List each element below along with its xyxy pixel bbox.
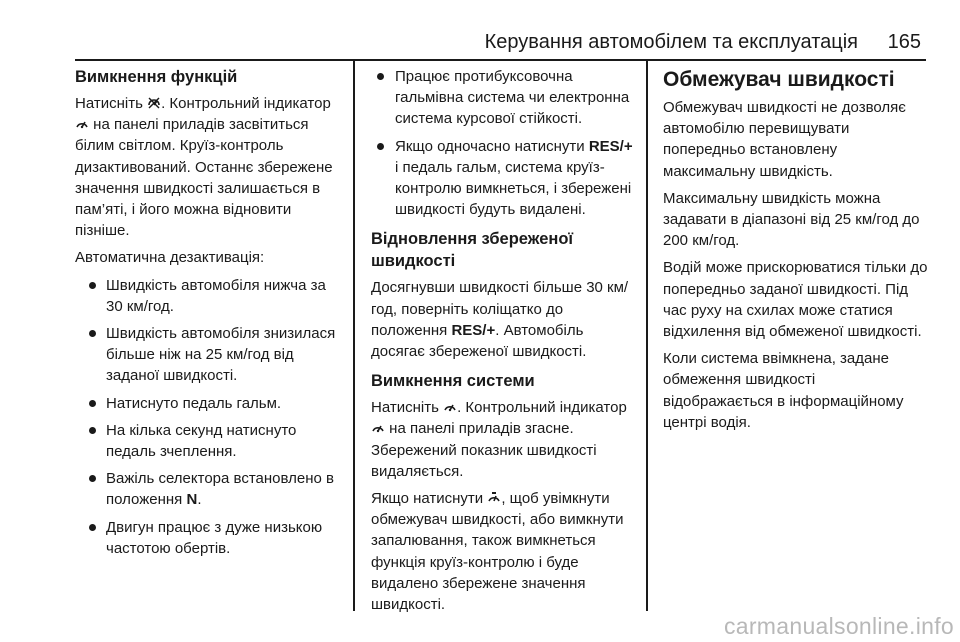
text: . (197, 491, 202, 509)
deactivation-list (75, 275, 343, 559)
text: на панелі приладів засвітиться білим світлом. Круїз-контроль дизактивований. Останнє збережене значення швидкості залишається в пам’яті, і його можна відновити пізніше. (75, 116, 333, 240)
text: Якщо одночасно натиснути (395, 137, 589, 155)
watermark: carmanualsonline.info (723, 613, 954, 639)
list-item (83, 420, 343, 462)
text: . Автомобіль досягає збереженої швидкості. (371, 321, 587, 361)
list-item (83, 275, 343, 317)
text: Натисніть (371, 399, 444, 417)
text: Натиснуто педаль гальм. (106, 394, 282, 412)
list-item (83, 393, 343, 414)
control-label: RES/+ (451, 321, 496, 339)
text: Натисніть (75, 95, 148, 112)
list-item (371, 66, 637, 130)
text: Швидкість автомобіля знизилася більше ніж на 25 км/год від заданої швидкості. (106, 325, 336, 385)
cruise-control-cancel-icon (147, 96, 161, 109)
page-header (0, 0, 960, 66)
gear-position: N (186, 491, 198, 509)
paragraph (371, 488, 637, 615)
bullet (89, 330, 96, 337)
cruise-control-indicator-icon (443, 400, 457, 413)
text: На кілька секунд натиснуто педаль зчеплення. (106, 421, 297, 461)
bullet (89, 475, 96, 482)
column-right (663, 66, 929, 439)
list-item (83, 468, 343, 510)
text: Швидкість автомобіля нижча за 30 км/год. (106, 276, 326, 315)
text: і педаль гальм, система круїз-контролю вимкнеться, і збережені швидкості будуть видалені. (395, 158, 632, 219)
column-divider (646, 61, 648, 611)
section-title: Керування автомобілем та експлуатація (484, 31, 858, 53)
paragraph: Максимальну швидкість можна задавати в діапазоні від 25 км/год до 200 км/год. (663, 189, 920, 250)
paragraph: Обмежувач швидкості не дозволяє автомобілю перевищувати попередньо встановлену максимальну швидкість. (663, 99, 906, 180)
text: , щоб увімкнути обмежувач швидкості, або вимкнути запалювання, також вимкнеться функція круїз-контролю і буде видалено збережене значення швидкості. (371, 490, 624, 614)
text: Двигун працює з дуже низькою частотою обертів. (106, 518, 323, 557)
cruise-control-indicator-icon (371, 421, 385, 434)
column-middle (371, 66, 637, 621)
paragraph (371, 277, 637, 362)
deactivation-list-continued (371, 66, 637, 220)
bullet (89, 427, 96, 434)
text: . Контрольний індикатор (161, 95, 331, 112)
paragraph (75, 93, 343, 241)
bullet (377, 73, 384, 80)
bullet (89, 282, 96, 289)
control-label: RES/+ (588, 137, 633, 155)
text: Працює протибуксовочна гальмівна система чи електронна система курсової стійкості. (395, 68, 630, 128)
list-item (371, 136, 637, 221)
heading-restore-speed: Відновлення збереженої швидкості (371, 230, 574, 271)
bullet (377, 143, 384, 150)
header-rule (75, 59, 926, 61)
list-item (83, 323, 343, 387)
column-divider (353, 61, 355, 611)
paragraph (371, 397, 637, 482)
paragraph: Коли система ввімкнена, задане обмеження швидкості відображається в інформаційному центрі водія. (663, 350, 904, 431)
speed-limiter-icon (487, 491, 501, 504)
text: Якщо натиснути (371, 490, 488, 508)
bullet (89, 524, 96, 531)
text: Важіль селектора встановлено в положення (106, 470, 334, 509)
paragraph: Водій може прискорюватися тільки до попередньо заданої швидкості. Під час руху на схилах може статися відхилення від обмеженої швидкості. (663, 259, 928, 341)
heading-disable-functions: Вимкнення функцій (75, 68, 238, 86)
list-item (83, 517, 343, 559)
text: на панелі приладів згасне. Збережений показник швидкості видаляється. (371, 420, 597, 480)
text: Досягнувши швидкості більше 30 км/год, поверніть коліщатко до положення (371, 279, 629, 339)
bullet (89, 400, 96, 407)
heading-system-off: Вимкнення системи (371, 372, 535, 391)
cruise-control-indicator-icon (75, 117, 89, 130)
heading-speed-limiter: Обмежувач швидкості (663, 68, 895, 91)
text: . Контрольний індикатор (457, 399, 627, 417)
page-number: 165 (887, 31, 921, 53)
auto-deactivation-label: Автоматична дезактивація: (75, 249, 265, 267)
column-left (75, 66, 343, 565)
